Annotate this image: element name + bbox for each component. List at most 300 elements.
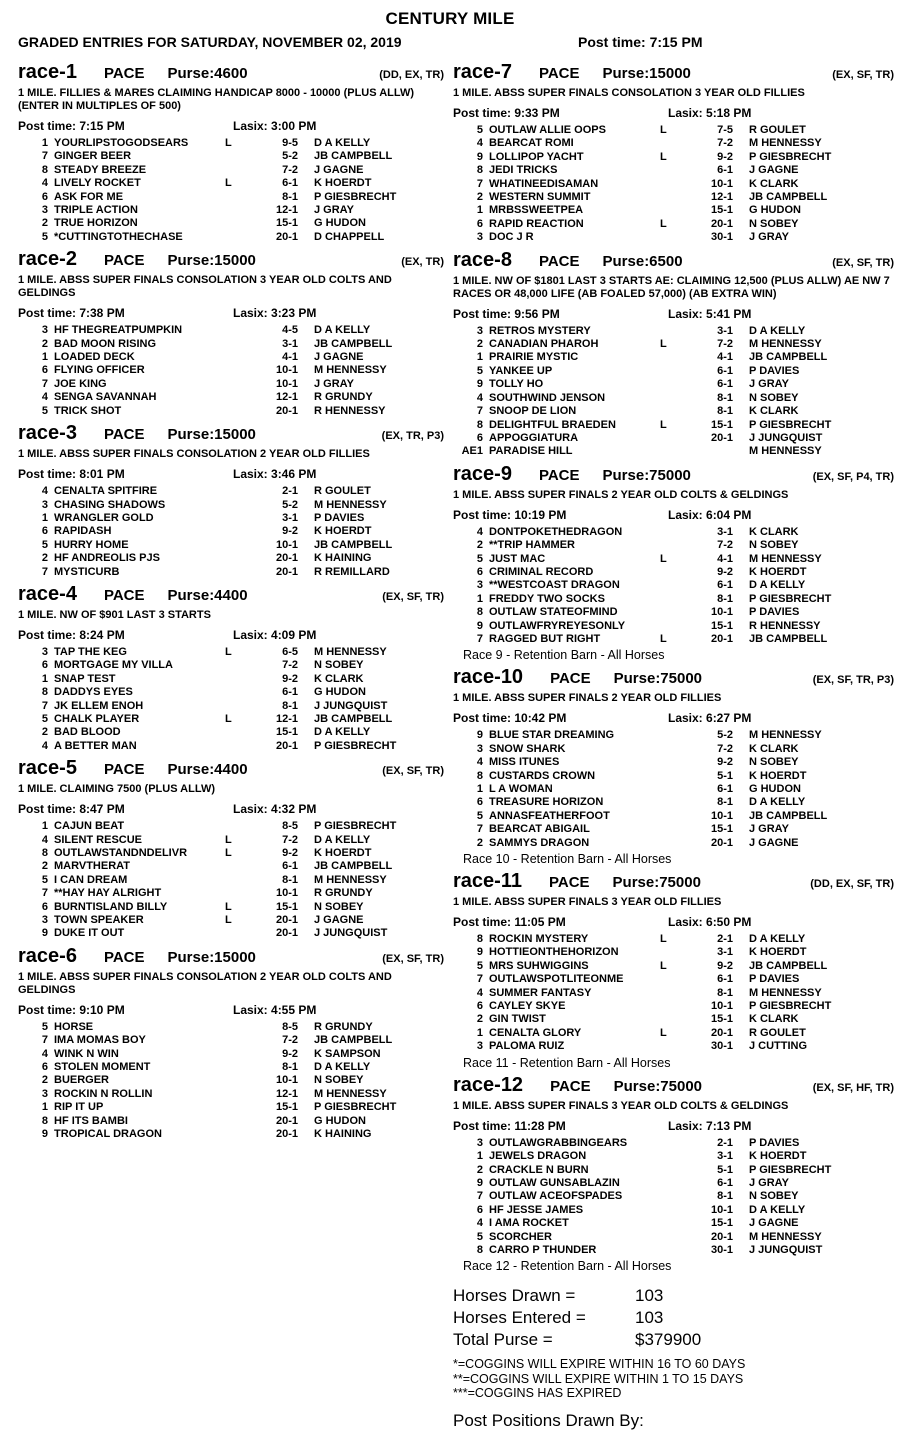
horse-morning-line-odds: 20-1 [275,927,298,940]
horse-post-position: 4 [41,1047,48,1060]
race-times-row [18,306,444,320]
horse-driver: J JUNGQUIST [314,699,388,712]
horse-post-position: 7 [476,177,483,190]
horse-post-position: 2 [41,1074,48,1087]
horse-row [18,137,444,150]
horse-row [453,960,894,973]
horse-post-position: 6 [41,900,48,913]
horse-driver: K CLARK [749,405,799,418]
horse-post-position: 1 [476,351,483,364]
horse-morning-line-odds: 6-1 [717,364,733,377]
horse-row [18,901,444,914]
horse-lasix-flag [659,1013,703,1026]
summary-stat-row [453,1287,894,1304]
horse-row [18,204,444,217]
race-lasix-time: Lasix: 4:55 PM [233,1002,317,1017]
race-purse: Purse:75000 [612,874,701,892]
horse-list [453,933,894,1054]
horse-post-position: 3 [476,742,483,755]
horse-lasix-flag: L [660,338,667,351]
horse-lasix-flag [659,1217,703,1230]
summary-stat-value: $379900 [635,1330,702,1350]
horse-lasix-flag [659,837,703,850]
horse-post-position: 4 [476,756,483,769]
horse-name: DADDYS EYES [54,686,133,699]
horse-morning-line-odds: 15-1 [275,900,298,913]
horse-lasix-flag [659,1150,703,1163]
horse-name: CAJUN BEAT [54,820,125,833]
horse-name: STOLEN MOMENT [54,1061,151,1074]
horse-row [18,740,444,753]
horse-driver: G HUDON [314,686,366,699]
horse-morning-line-odds: 20-1 [710,836,733,849]
horse-driver: JB CAMPBELL [314,337,393,350]
horse-driver: M HENNESSY [749,552,822,565]
horse-lasix-flag [224,1128,268,1141]
horse-name: TRICK SHOT [54,404,122,417]
horse-driver: K CLARK [749,1013,799,1026]
horse-morning-line-odds: 2-1 [717,933,733,946]
horse-post-position: 7 [41,150,48,163]
horse-lasix-flag [224,391,268,404]
horse-row [453,419,894,432]
race-times-row [453,1119,894,1133]
race-conditions: 1 MILE. ABSS SUPER FINALS CONSOLATION 3 YEAR OLD COLTS AND GELDINGS [18,274,392,300]
horse-morning-line-odds: 8-5 [282,820,298,833]
horse-list [453,124,894,245]
horse-lasix-flag [659,783,703,796]
coggins-legend-line: **=COGGINS WILL EXPIRE WITHIN 1 TO 15 DAYS [453,1371,744,1386]
horse-post-position: 8 [41,163,48,176]
horse-driver: N SOBEY [314,659,364,672]
horse-name: WRANGLER GOLD [54,511,154,524]
horse-morning-line-odds: 8-1 [282,699,298,712]
race-name: race-11 [453,870,522,893]
horse-morning-line-odds: 8-1 [282,1061,298,1074]
horse-name: SAMMYS DRAGON [489,836,590,849]
horse-driver: JB CAMPBELL [749,351,828,364]
race-block [453,1075,894,1274]
race-note: Race 12 - Retention Barn - All Horses [463,1259,672,1274]
races-grid [0,62,900,1431]
race-purse: Purse:4600 [167,65,248,82]
horse-driver: P GIESBRECHT [314,1101,397,1114]
horse-lasix-flag [224,552,268,565]
horse-post-position: 7 [476,632,483,645]
horse-driver: M HENNESSY [314,498,387,511]
horse-morning-line-odds: 4-1 [717,552,733,565]
race-times-row [18,1003,444,1017]
horse-name: BUERGER [54,1074,110,1087]
horse-post-position: 3 [476,231,483,244]
horse-list [453,729,894,850]
horse-name: OUTLAW ACEOFSPADES [489,1190,623,1203]
race-conditions: 1 MILE. ABSS SUPER FINALS CONSOLATION 2 YEAR OLD FILLIES [18,448,370,461]
horse-morning-line-odds: 20-1 [710,217,733,230]
horse-row [453,553,894,566]
horse-name: STEADY BREEZE [54,163,147,176]
horse-lasix-flag [659,1137,703,1150]
horse-name: RIP IT UP [54,1101,104,1114]
horse-driver: M HENNESSY [314,1087,387,1100]
race-times-row [453,106,894,120]
horse-name: RAPID REACTION [489,217,584,230]
horse-morning-line-odds: 2-1 [282,485,298,498]
horse-driver: K HAINING [314,552,372,565]
horse-post-position: 7 [476,973,483,986]
horse-lasix-flag [659,743,703,756]
horse-lasix-flag [224,1101,268,1114]
race-wager-types: (EX, TR, P3) [381,430,444,443]
horse-name: OUTLAW GUNSABLAZIN [489,1176,620,1189]
horse-row [18,191,444,204]
horse-post-position: 2 [476,1013,483,1026]
race-gait: PACE [103,426,145,444]
race-conditions: 1 MILE. NW OF $901 LAST 3 STARTS [18,608,211,621]
horse-name: OUTLAW ALLIE OOPS [489,124,606,136]
horse-name: BLUE STAR DREAMING [489,729,615,742]
horse-row [453,933,894,946]
horse-name: SNOW SHARK [489,742,566,755]
horse-name: MRBSSWEETPEA [489,204,584,217]
race-gait: PACE [548,874,590,892]
horse-driver: D A KELLY [314,726,371,739]
horse-lasix-flag [659,137,703,150]
race-block [453,871,894,1070]
race-conditions: 1 MILE. ABSS SUPER FINALS CONSOLATION 3 YEAR OLD FILLIES [453,87,805,99]
horse-driver: JB CAMPBELL [749,191,828,204]
horse-row [18,673,444,686]
horse-driver: D A KELLY [314,1061,371,1074]
horse-row [453,231,894,244]
race-lasix-time: Lasix: 4:32 PM [233,802,317,817]
horse-row [453,218,894,231]
horse-morning-line-odds: 9-2 [717,150,733,163]
horse-post-position: 6 [41,525,48,538]
page-title: CENTURY MILE [385,9,515,28]
horse-name: WINK N WIN [54,1047,119,1060]
horse-post-position: 3 [476,1040,483,1053]
horse-row [18,364,444,377]
horse-name: TOLLY HO [489,378,544,391]
horse-post-position: 5 [476,809,483,822]
horse-driver: P DAVIES [314,511,365,524]
race-purse: Purse:4400 [167,761,248,779]
horse-post-position: 6 [476,1203,483,1216]
horse-row [453,178,894,191]
horse-post-position: 6 [41,190,48,203]
horse-lasix-flag [224,820,268,833]
horse-name: JOE KING [54,377,107,390]
horse-morning-line-odds: 9-2 [717,565,733,578]
horse-morning-line-odds: 5-1 [717,769,733,782]
horse-lasix-flag [659,579,703,592]
horse-post-position: 3 [41,498,48,511]
horse-row [453,606,894,619]
horse-name: TREASURE HORIZON [489,796,604,809]
horse-name: SNOOP DE LION [489,405,577,418]
race-purse: Purse:15000 [602,65,691,82]
horse-morning-line-odds: 8-5 [282,1020,298,1033]
horse-lasix-flag [659,1190,703,1203]
horse-morning-line-odds: 5-2 [282,150,298,163]
horse-morning-line-odds: 20-1 [275,914,298,927]
horse-morning-line-odds: 9-2 [282,847,298,859]
race-conditions: 1 MILE. ABSS SUPER FINALS 3 YEAR OLD COLTS & GELDINGS [453,1099,789,1112]
horse-morning-line-odds: 15-1 [710,619,733,632]
horse-row [453,1190,894,1203]
horse-row [18,351,444,364]
horse-driver: J GAGNE [749,164,799,177]
race-lasix-time: Lasix: 3:23 PM [233,306,317,321]
horse-morning-line-odds: 7-2 [282,1034,298,1047]
horse-morning-line-odds: 8-1 [717,1190,733,1203]
horse-name: GINGER BEER [54,150,132,163]
horse-morning-line-odds: 20-1 [710,431,733,444]
race-lasix-time: Lasix: 7:13 PM [668,1118,752,1133]
horse-post-position: 4 [41,391,48,404]
horse-morning-line-odds: 30-1 [710,1243,733,1256]
horse-lasix-flag [224,164,268,177]
horse-row [453,365,894,378]
horse-lasix-flag [659,770,703,783]
horse-lasix-flag [224,204,268,217]
horse-name: TROPICAL DRAGON [54,1128,162,1141]
race-wager-types: (EX, SF, TR) [382,590,444,603]
race-header [453,1075,894,1099]
horse-morning-line-odds: 20-1 [275,1114,298,1127]
horse-morning-line-odds: 10-1 [710,1203,733,1216]
coggins-legend-line: ***=COGGINS HAS EXPIRED [453,1386,622,1401]
horse-row [453,756,894,769]
horse-post-position: 4 [41,833,48,846]
horse-morning-line-odds: 6-1 [717,783,733,795]
horse-morning-line-odds: 4-1 [282,351,298,364]
horse-name: LIVELY ROCKET [54,177,141,190]
horse-driver: K HOERDT [749,946,807,959]
horse-lasix-flag [224,499,268,512]
race-name: race-5 [18,757,77,780]
horse-morning-line-odds: 8-1 [717,391,733,404]
horse-row [18,874,444,887]
horse-post-position: 7 [41,699,48,712]
horse-morning-line-odds: 7-5 [717,124,733,136]
horse-post-position: 9 [476,946,483,959]
horse-post-position: 2 [41,726,48,739]
horse-row [18,566,444,579]
horse-post-position: 1 [476,783,483,795]
race-times-row [453,711,894,725]
horse-name: ANNASFEATHERFOOT [489,809,610,822]
horse-post-position: 5 [41,404,48,417]
horse-morning-line-odds: 9-5 [282,137,298,149]
horse-driver: J GRAY [314,204,354,217]
horse-morning-line-odds: 2-1 [717,1136,733,1149]
horse-post-position: 5 [476,124,483,136]
horse-name: SNAP TEST [54,672,116,685]
horse-post-position: 3 [476,1136,483,1149]
horse-morning-line-odds: 10-1 [275,377,298,390]
race-purse: Purse:15000 [167,252,256,270]
horse-morning-line-odds: 15-1 [275,726,298,739]
horse-row [453,837,894,850]
horse-row [453,579,894,592]
horse-lasix-flag: L [225,712,232,725]
horse-row [18,552,444,565]
horse-driver: P GIESBRECHT [749,418,832,431]
horse-lasix-flag [224,673,268,686]
horse-driver: R GRUNDY [314,887,373,900]
horse-lasix-flag [659,1244,703,1257]
horse-morning-line-odds: 12-1 [275,204,298,217]
horse-name: MORTGAGE MY VILLA [54,659,173,672]
horse-driver: D A KELLY [314,324,371,337]
horse-row [18,217,444,230]
horse-post-position: 9 [476,619,483,632]
horse-row [453,338,894,351]
horse-name: FLYING OFFICER [54,364,145,377]
summary-stat-label: Horses Drawn = [453,1286,576,1306]
horse-morning-line-odds: 12-1 [710,191,733,204]
race-gait: PACE [550,670,591,688]
horse-driver: P GIESBRECHT [749,592,832,605]
horse-driver: K CLARK [749,177,799,190]
horse-name: MISS ITUNES [489,756,560,769]
horse-driver: JB CAMPBELL [314,538,393,551]
horse-row [453,539,894,552]
race-block [18,249,444,418]
horse-post-position: 1 [476,1026,483,1039]
horse-lasix-flag [224,1034,268,1047]
horse-name: LOLLIPOP YACHT [489,150,584,163]
horse-name: SENGA SAVANNAH [54,391,157,404]
race-wager-types: (EX, SF, TR, P3) [812,674,894,687]
race-name: race-3 [18,422,77,445]
horse-driver: P GIESBRECHT [749,1163,832,1176]
horse-morning-line-odds: 15-1 [710,418,733,431]
horse-morning-line-odds: 20-1 [275,739,298,752]
horse-name: CHALK PLAYER [54,712,140,725]
race-header [453,464,894,488]
horse-post-position: 1 [41,672,48,685]
horse-morning-line-odds: 5-2 [717,729,733,742]
horse-row [18,847,444,860]
horse-post-position: 2 [41,337,48,350]
horse-row [18,485,444,498]
horse-list [18,820,444,941]
horse-name: HURRY HOME [54,538,129,551]
race-gait: PACE [103,948,145,966]
horse-lasix-flag [659,178,703,191]
horse-lasix-flag: L [225,847,232,859]
horse-lasix-flag: L [225,914,232,927]
horse-lasix-flag [659,1164,703,1177]
right-column [450,62,900,1431]
horse-name: CENALTA GLORY [489,1026,582,1039]
horse-morning-line-odds: 20-1 [710,632,733,645]
horse-post-position: 7 [476,823,483,836]
horse-name: BEARCAT ROMI [489,137,574,150]
race-purse: Purse:15000 [167,426,256,444]
horse-lasix-flag [659,810,703,823]
horse-post-position: 8 [476,164,483,177]
horse-row [18,726,444,739]
horse-driver: D A KELLY [749,1203,806,1216]
horse-post-position: 6 [41,659,48,672]
horse-morning-line-odds: 6-1 [717,973,733,986]
race-wager-types: (EX, SF, HF, TR) [812,1081,894,1094]
horse-driver: G HUDON [314,1114,366,1127]
horse-morning-line-odds: 15-1 [710,1013,733,1026]
horse-driver: P DAVIES [749,606,800,619]
horse-row [18,164,444,177]
horse-row [18,686,444,699]
horse-post-position: 4 [41,739,48,752]
horse-driver: K HOERDT [749,769,807,782]
horse-lasix-flag [659,1204,703,1217]
horse-driver: P GIESBRECHT [314,190,397,203]
horse-post-position: 7 [41,565,48,578]
horse-post-position: 1 [476,1150,483,1163]
horse-name: *CUTTINGTOTHECHASE [54,230,183,243]
horse-row [18,539,444,552]
race-name: race-10 [453,666,524,689]
horse-lasix-flag [224,740,268,753]
horse-row [18,150,444,163]
horse-row [453,973,894,986]
left-column [0,62,450,1147]
horse-name: JEWELS DRAGON [489,1150,587,1163]
horse-name: PARADISE HILL [489,445,573,458]
horse-post-position: 1 [476,204,483,217]
horse-lasix-flag [224,1074,268,1087]
horse-morning-line-odds: 3-1 [282,337,298,350]
horse-post-position: 4 [41,177,48,190]
horse-name: WESTERN SUMMIT [489,191,591,204]
horse-driver: J JUNGQUIST [749,431,823,444]
horse-row [18,860,444,873]
horse-lasix-flag [224,539,268,552]
horse-post-position: 9 [476,729,483,742]
horse-morning-line-odds: 7-2 [282,163,298,176]
horse-name: DOC J R [489,231,534,244]
horse-lasix-flag [224,566,268,579]
horse-lasix-flag: L [660,933,667,946]
horse-post-position: 1 [476,592,483,605]
horse-row [453,164,894,177]
horse-post-position: 6 [476,565,483,578]
horse-name: ROCKIN N ROLLIN [54,1087,153,1100]
horse-post-position: 3 [41,645,48,658]
horse-lasix-flag [224,525,268,538]
horse-morning-line-odds: 3-1 [717,946,733,959]
horse-driver: D A KELLY [314,833,371,846]
horse-row [453,743,894,756]
race-note: Race 9 - Retention Barn - All Horses [463,648,665,663]
horse-name: CENALTA SPITFIRE [54,485,158,498]
horse-name: OUTLAWSPOTLITEONME [489,973,624,986]
horse-morning-line-odds: 30-1 [710,231,733,244]
horse-row [18,1088,444,1101]
horse-morning-line-odds: 9-2 [717,959,733,972]
horse-name: JK ELLEM ENOH [54,699,144,712]
horse-lasix-flag [659,729,703,742]
horse-driver: P GIESBRECHT [314,820,397,833]
horse-morning-line-odds: 6-1 [282,686,298,699]
horse-driver: P DAVIES [749,973,800,986]
horse-morning-line-odds: 8-1 [282,190,298,203]
race-wager-types: (EX, SF, TR) [832,256,894,269]
